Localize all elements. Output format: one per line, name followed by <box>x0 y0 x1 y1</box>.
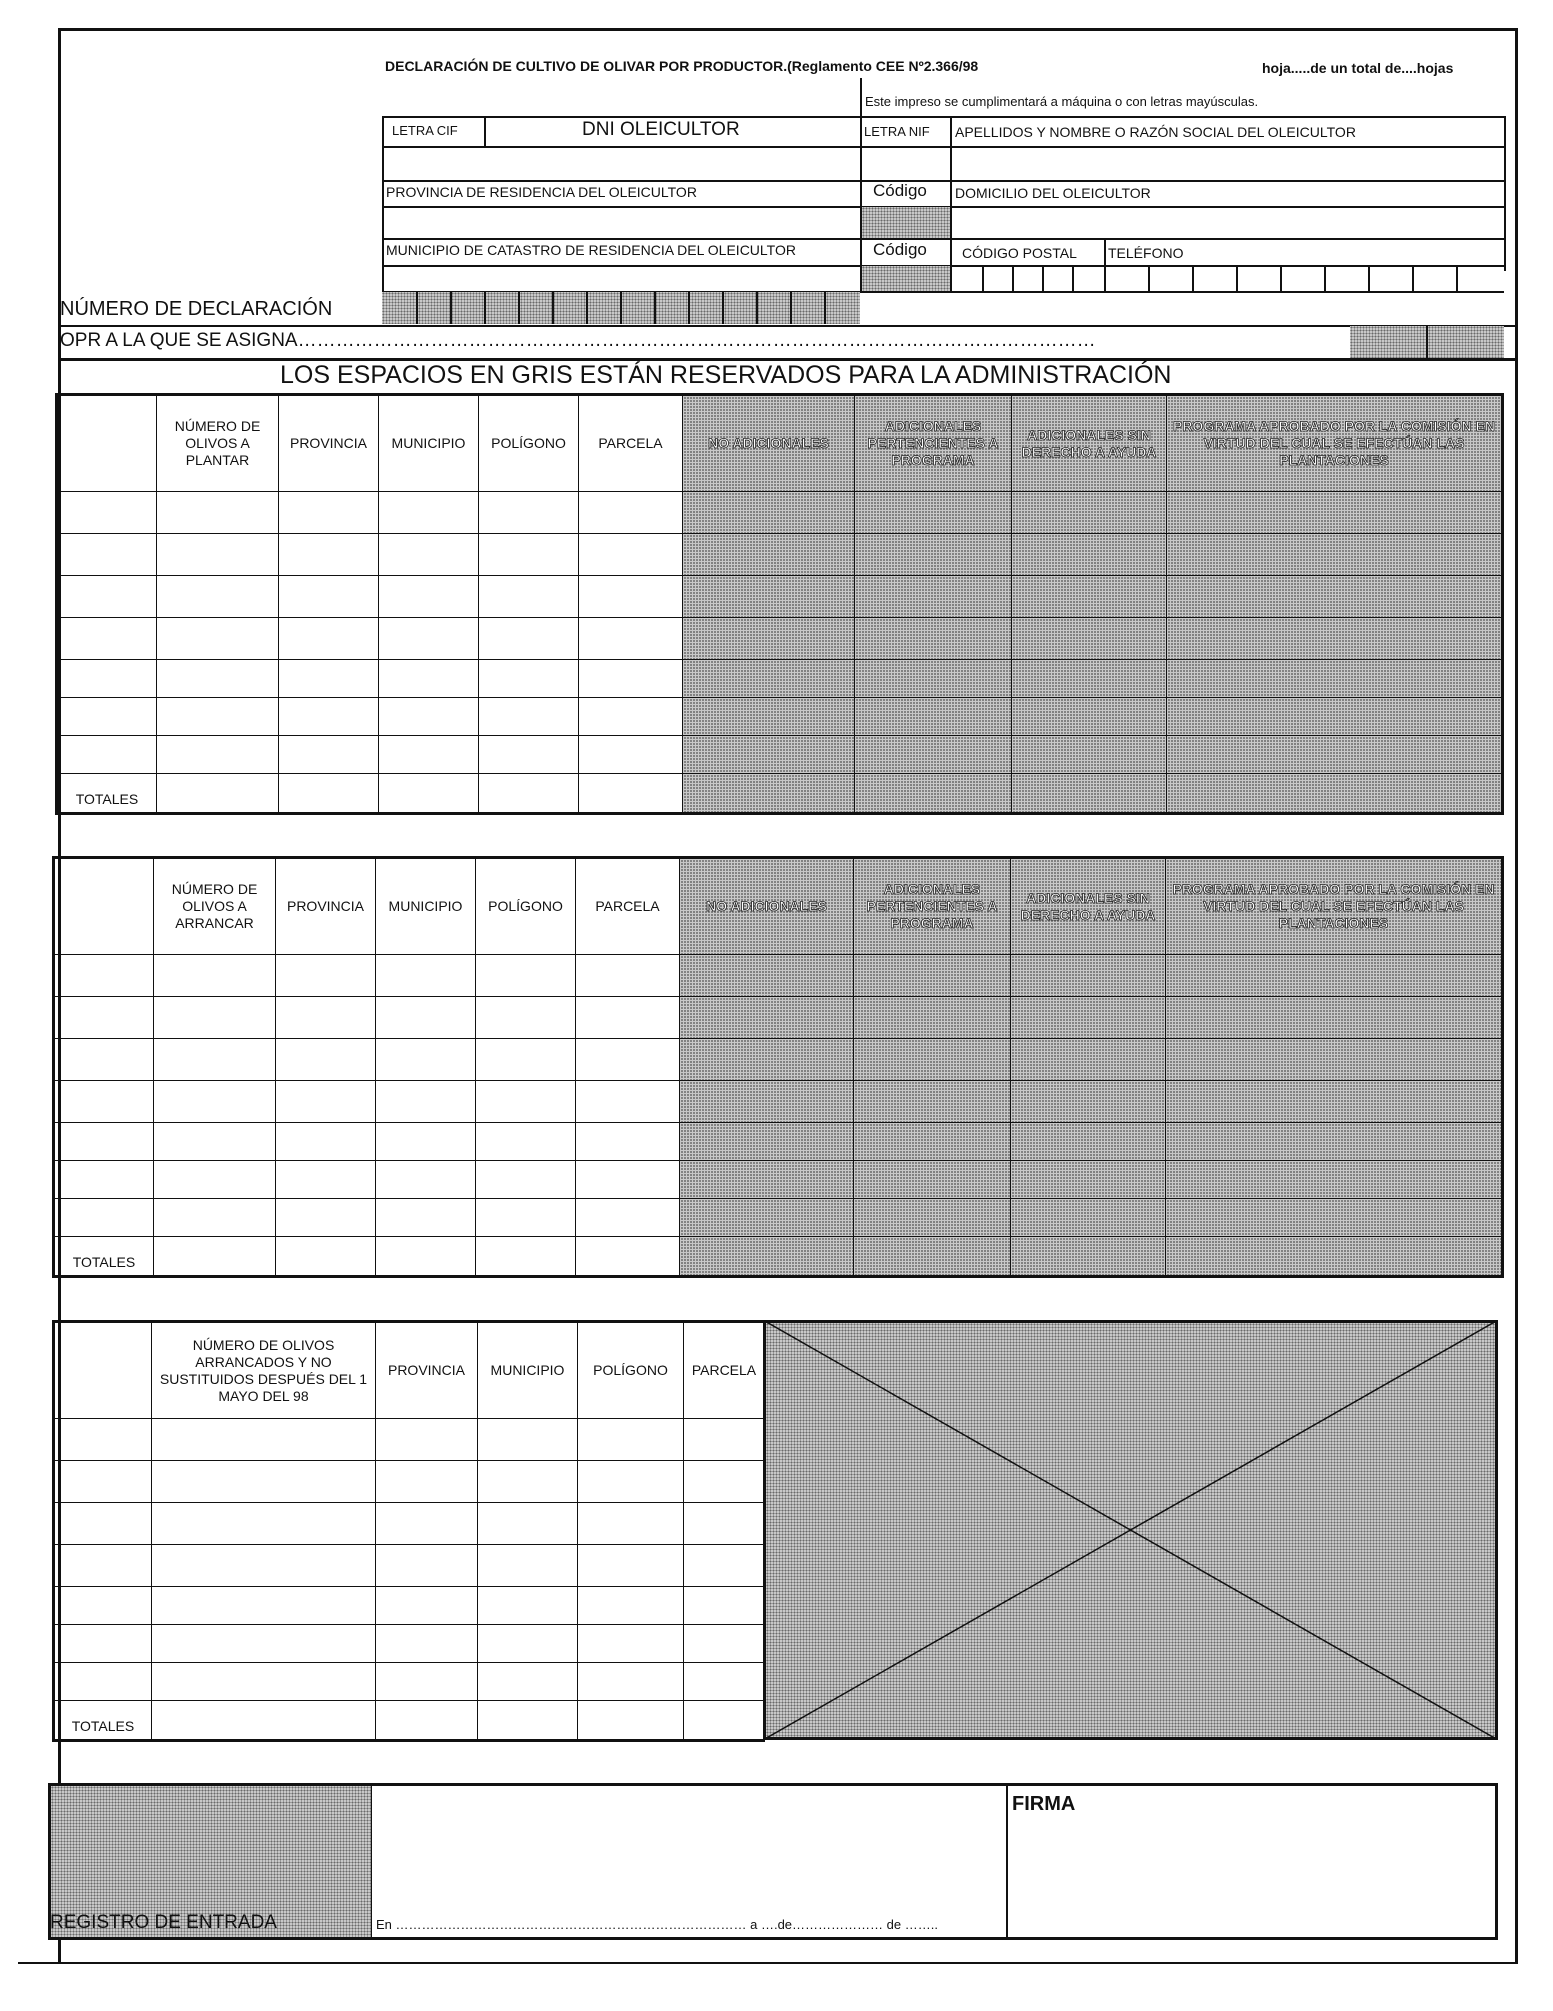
table-row <box>57 576 1503 618</box>
table-row <box>54 1461 765 1503</box>
col-adicionales-sin-derecho: ADICIONALES SIN DERECHO A AYUDA <box>1012 395 1167 492</box>
registro-entrada-label: REGISTRO DE ENTRADA <box>50 1912 277 1933</box>
telefono-label: TELÉFONO <box>1108 245 1184 261</box>
firma-field[interactable] <box>1010 1825 1494 1935</box>
place-date-line[interactable]: En ……………………………………………………………………… a ….de………………… de …….. <box>376 1917 938 1932</box>
col-poligono: POLÍGONO <box>578 1322 684 1419</box>
col-parcela: PARCELA <box>684 1322 765 1419</box>
postal-code-boxes[interactable] <box>952 266 1104 291</box>
row-label-col <box>54 858 154 955</box>
firma-label: FIRMA <box>1012 1793 1076 1815</box>
col-adicionales-programa: ADICIONALES PERTENCIENTES A PROGRAMA <box>854 858 1011 955</box>
arrancados-table <box>52 1320 765 1742</box>
codigo-provincia-box <box>862 207 950 238</box>
totales-label: TOTALES <box>54 1237 154 1277</box>
opr-label[interactable]: OPR A LA QUE SE ASIGNA……………………………………………………………………………………………………………… <box>60 330 1096 351</box>
table-row <box>54 997 1503 1039</box>
table-row <box>57 618 1503 660</box>
codigo-label-1: Código <box>873 181 927 200</box>
table-row <box>57 492 1503 534</box>
col-municipio: MUNICIPIO <box>478 1322 578 1419</box>
codigo-postal-label: CÓDIGO POSTAL <box>962 245 1077 261</box>
table-row <box>54 1663 765 1701</box>
reserved-notice: LOS ESPACIOS EN GRIS ESTÁN RESERVADOS PARA LA ADMINISTRACIÓN <box>280 361 1172 389</box>
col-programa-aprobado: PROGRAMA APROBADO POR LA COMISIÓN EN VIRTUD DEL CUAL SE EFECTÚAN LAS PLANTACIONES <box>1167 395 1503 492</box>
table-row <box>54 1123 1503 1161</box>
table-row <box>57 534 1503 576</box>
domicilio-label: DOMICILIO DEL OLEICULTOR <box>955 185 1151 201</box>
col-programa-aprobado: PROGRAMA APROBADO POR LA COMISIÓN EN VIRTUD DEL CUAL SE EFECTÚAN LAS PLANTACIONES <box>1166 858 1503 955</box>
totales-row <box>54 1237 1503 1277</box>
col-poligono: POLÍGONO <box>476 858 576 955</box>
codigo-municipio-box <box>862 266 950 291</box>
col-olivos-arrancados: NÚMERO DE OLIVOS ARRANCADOS Y NO SUSTITUIDOS DESPUÉS DEL 1 MAYO DEL 98 <box>152 1322 376 1419</box>
totales-row <box>54 1701 765 1741</box>
dni-label: DNI OLEICULTOR <box>582 119 740 140</box>
table-row <box>54 1503 765 1545</box>
col-adicionales-sin-derecho: ADICIONALES SIN DERECHO A AYUDA <box>1011 858 1166 955</box>
totales-label: TOTALES <box>57 774 157 814</box>
table-row <box>54 1419 765 1461</box>
col-olivos-arrancar: NÚMERO DE OLIVOS A ARRANCAR <box>154 858 276 955</box>
col-no-adicionales: NO ADICIONALES <box>680 858 854 955</box>
col-parcela: PARCELA <box>579 395 683 492</box>
municipio-catastro-label: MUNICIPIO DE CATASTRO DE RESIDENCIA DEL OLEICULTOR <box>386 242 796 258</box>
dni-field[interactable] <box>486 148 858 178</box>
letra-nif-label: LETRA NIF <box>864 124 930 139</box>
table-row <box>54 1587 765 1625</box>
domicilio-field[interactable] <box>952 208 1502 236</box>
arrancar-table <box>52 856 1504 1278</box>
col-parcela: PARCELA <box>576 858 680 955</box>
col-provincia: PROVINCIA <box>276 858 376 955</box>
row-label-col <box>54 1322 152 1419</box>
row-label-col <box>57 395 157 492</box>
plantar-table <box>55 393 1504 815</box>
table-row <box>54 1039 1503 1081</box>
table-row <box>57 660 1503 698</box>
totales-row <box>57 774 1503 814</box>
instruction-text: Este impreso se cumplimentará a máquina o con letras mayúsculas. <box>865 94 1259 109</box>
numero-declaracion-label: NÚMERO DE DECLARACIÓN <box>60 298 333 320</box>
col-adicionales-programa: ADICIONALES PERTENCIENTES A PROGRAMA <box>855 395 1012 492</box>
opr-code-box <box>1350 326 1504 358</box>
provincia-residencia-field[interactable] <box>384 208 858 236</box>
totales-label: TOTALES <box>54 1701 152 1741</box>
apellidos-label: APELLIDOS Y NOMBRE O RAZÓN SOCIAL DEL OLEICULTOR <box>955 124 1356 140</box>
form-title: DECLARACIÓN DE CULTIVO DE OLIVAR POR PRODUCTOR.(Reglamento CEE Nº2.366/98 <box>385 58 979 74</box>
apellidos-field[interactable] <box>952 148 1502 178</box>
sheet-count: hoja.....de un total de....hojas <box>1262 60 1454 76</box>
table-row <box>54 1545 765 1587</box>
provincia-residencia-label: PROVINCIA DE RESIDENCIA DEL OLEICULTOR <box>386 184 697 200</box>
crossed-reserved-block <box>763 1320 1498 1740</box>
table-row <box>57 698 1503 736</box>
col-provincia: PROVINCIA <box>279 395 379 492</box>
col-provincia: PROVINCIA <box>376 1322 478 1419</box>
col-no-adicionales: NO ADICIONALES <box>683 395 855 492</box>
table-row <box>54 1081 1503 1123</box>
municipio-catastro-field[interactable] <box>384 267 858 290</box>
telefono-boxes[interactable] <box>1104 266 1504 291</box>
col-poligono: POLÍGONO <box>479 395 579 492</box>
col-olivos-plantar: NÚMERO DE OLIVOS A PLANTAR <box>157 395 279 492</box>
codigo-label-2: Código <box>873 240 927 259</box>
col-municipio: MUNICIPIO <box>379 395 479 492</box>
col-municipio: MUNICIPIO <box>376 858 476 955</box>
table-row <box>54 1161 1503 1199</box>
table-row <box>54 1625 765 1663</box>
table-row <box>54 1199 1503 1237</box>
table-row <box>57 736 1503 774</box>
letra-cif-label: LETRA CIF <box>392 123 458 138</box>
numero-declaracion-boxes <box>382 292 860 324</box>
table-row <box>54 955 1503 997</box>
